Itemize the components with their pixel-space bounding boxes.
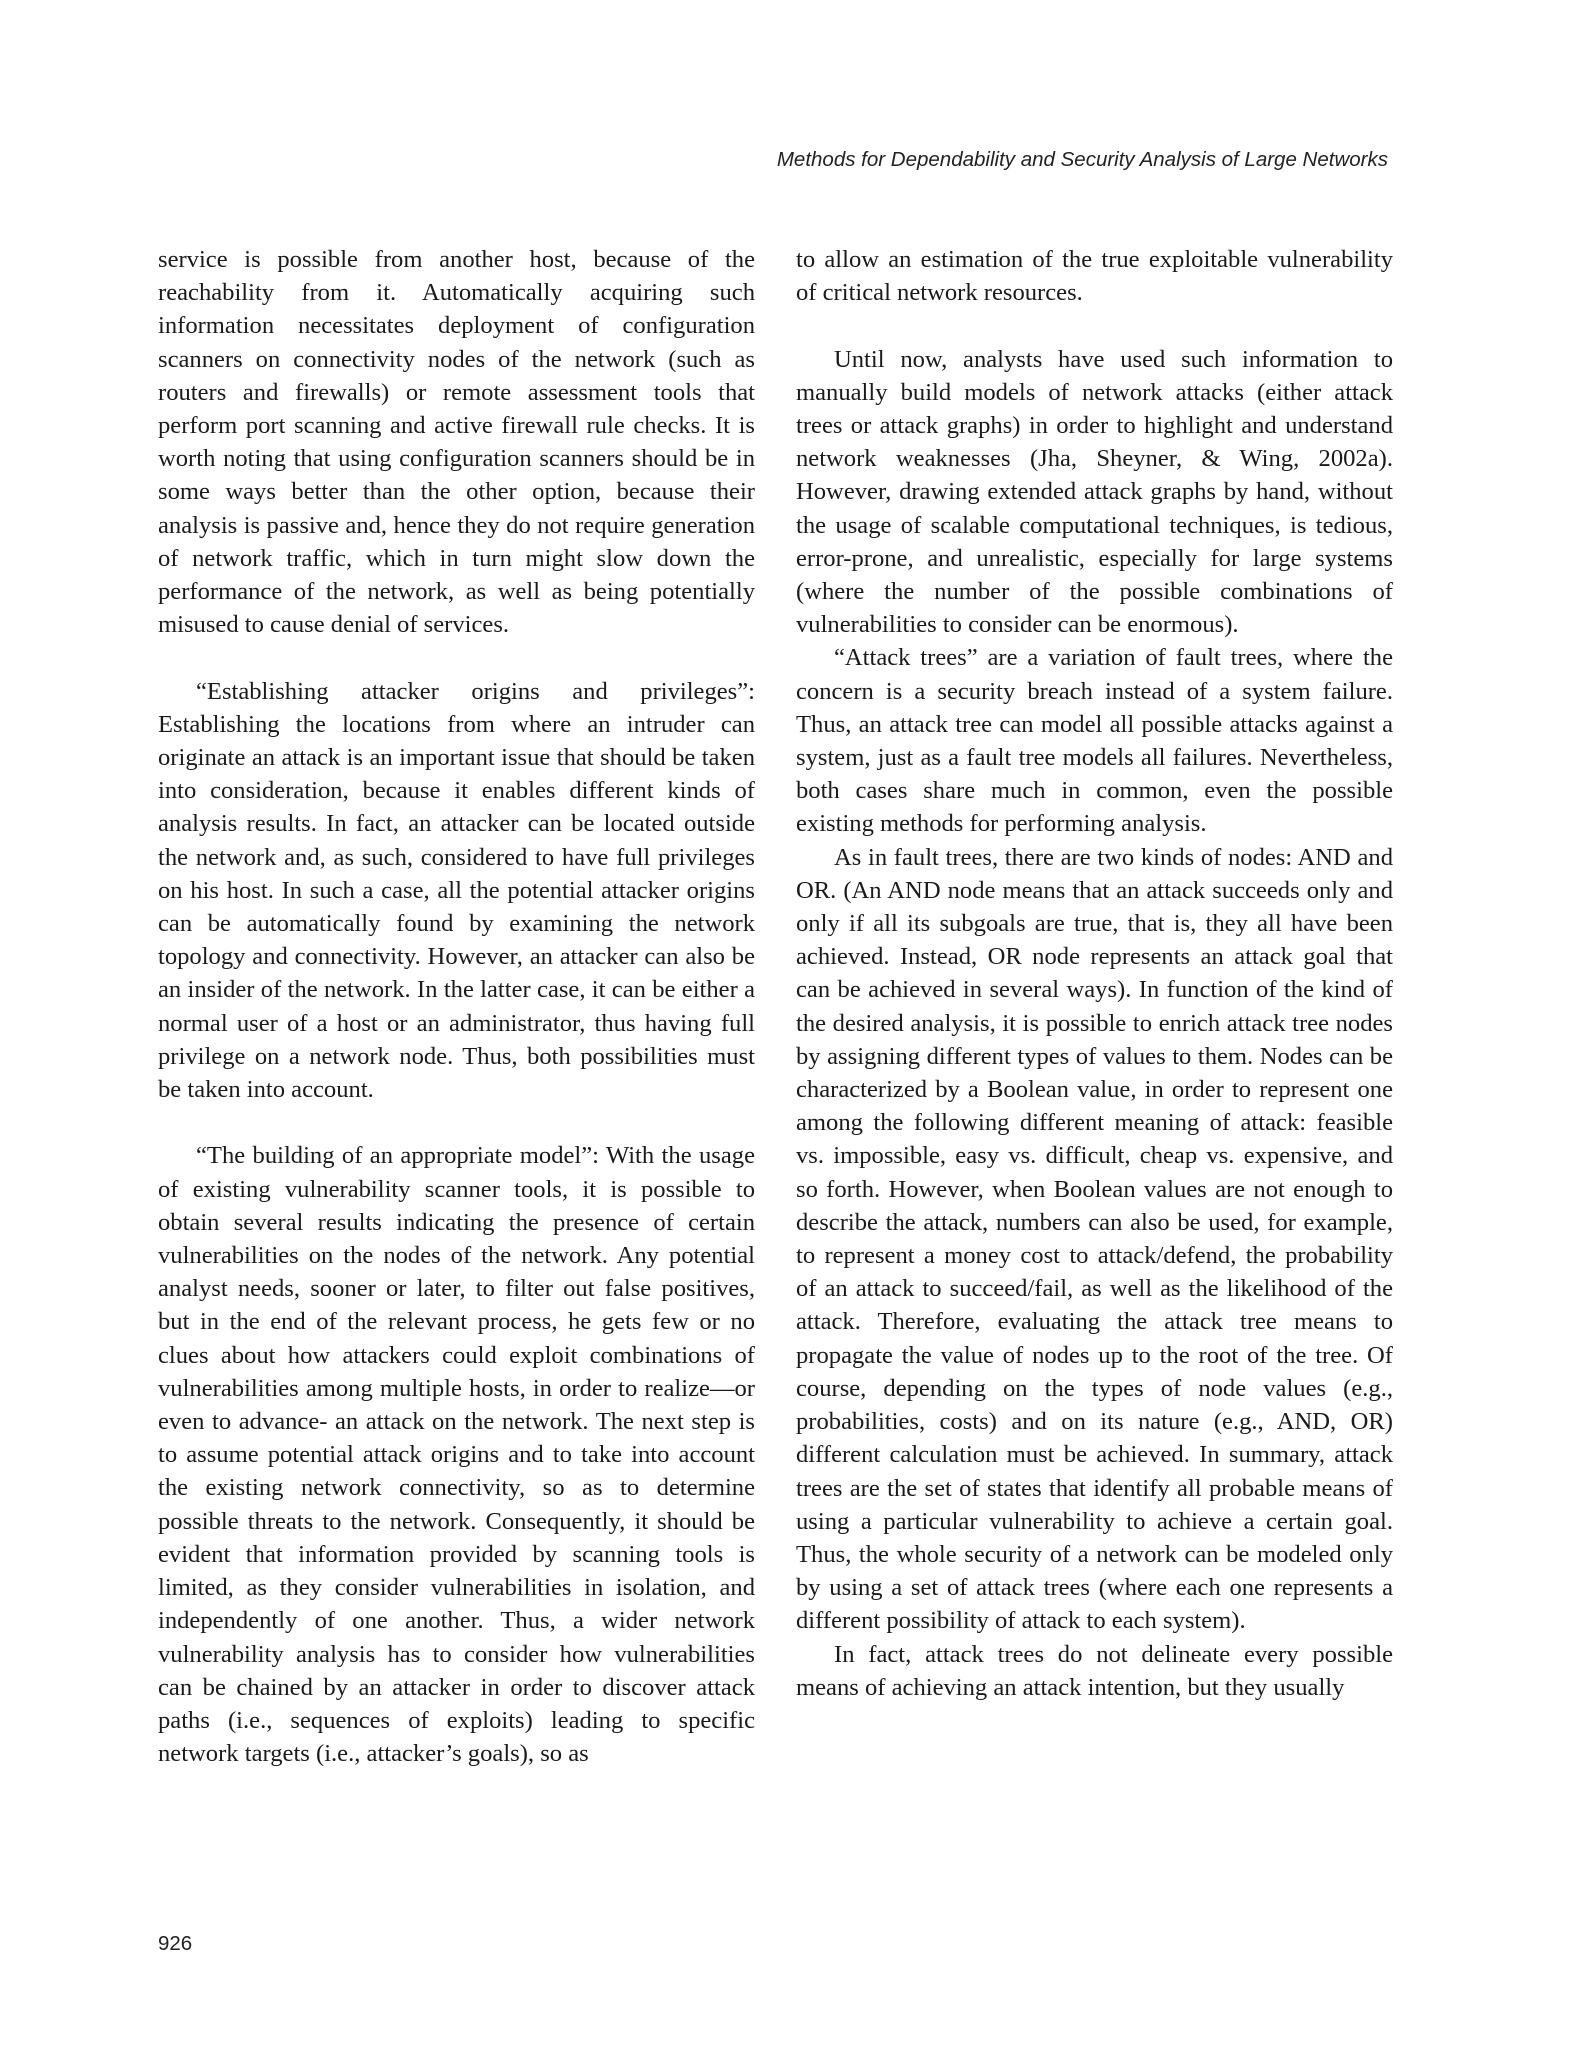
paragraph: to allow an estimation of the true exploitable vulnerability of critical network resources.: [796, 246, 1393, 307]
paragraph: In fact, attack trees do not delineate every possible means of achieving an attack intention, but they usually: [796, 1640, 1393, 1701]
running-head-title: Methods for Dependability and Security Analysis of Large Networks: [776, 148, 1388, 171]
paragraph: As in fault trees, there are two kinds of nodes: AND and OR. (An AND node means that an attack succeeds only and only if all its subgoals are true, that is, they all have been achieved. Instead, OR node represents an attack goal that can be achieved in several ways). In function of the kind of the desired analysis, it is possible to enrich attack tree nodes by assigning different types of values to them. Nodes can be characterized by a Boolean value, in order to represent one among the following different meaning of attack: feasible vs. impossible, easy vs. difficult, cheap vs. expensive, and so forth. However, when Boolean values are not enough to describe the attack, numbers can also be used, for example, to represent a money cost to attack/defend, the probability of an attack to succeed/fail, as well as the likelihood of the attack. Therefore, evaluating the attack tree means to propagate the value of nodes up to the root of the tree. Of course, depending on the types of node values (e.g., probabilities, costs) and on its nature (e.g., AND, OR) different calculation must be achieved. In summary, attack trees are the set of states that identify all probable means of using a particular vulnerability to achieve a certain goal. Thus, the whole security of a network can be modeled only by using a set of attack trees (where each one represents a different possibility of attack to each system).: [796, 843, 1393, 1635]
left-column: [158, 243, 755, 1770]
paragraph: service is possible from another host, because of the reachability from it. Automatically acquiring such information necessitates deployment of configuration scanners on connectivity nodes of the network (such as routers and firewalls) or remote assessment tools that perform port scanning and active firewall rule checks. It is worth noting that using configuration scanners should be in some ways better than the other option, because their analysis is passive and, hence they do not require generation of network traffic, which in turn might slow down the performance of the network, as well as being potentially misused to cause denial of services.: [158, 246, 755, 639]
page-number: 926: [158, 1932, 193, 1955]
paragraph: “Attack trees” are a variation of fault trees, where the concern is a security breach instead of a system failure. Thus, an attack tree can model all possible attacks against a system, just as a fault tree models all failures. Nevertheless, both cases share much in common, even the possible existing methods for performing analysis.: [796, 644, 1393, 838]
paragraph: “The building of an appropriate model”: With the usage of existing vulnerability scanner tools, it is possible to obtain several results indicating the presence of certain vulnerabilities on the nodes of the network. Any potential analyst needs, sooner or later, to filter out false positives, but in the end of the relevant process, he gets few or no clues about how attackers could exploit combinations of vulnerabilities among multiple hosts, in order to realize—or even to advance- an attack on the network. The next step is to assume potential attack origins and to take into account the existing network connectivity, so as to determine possible threats to the network. Consequently, it should be evident that information provided by scanning tools is limited, as they consider vulnerabilities in isolation, and independently of one another. Thus, a wider network vulnerability analysis has to consider how vulnerabilities can be chained by an attacker in order to discover attack paths (i.e., sequences of exploits) leading to specific network targets (i.e., attacker’s goals), so as: [158, 1142, 755, 1768]
right-column: [796, 243, 1393, 1704]
paragraph: “Establishing attacker origins and privileges”: Establishing the locations from where an intruder can originate an attack is an important issue that should be taken into consideration, because it enables different kinds of analysis results. In fact, an attacker can be located outside the network and, as such, considered to have full privileges on his host. In such a case, all the potential attacker origins can be automatically found by examining the network topology and connectivity. However, an attacker can also be an insider of the network. In the latter case, it can be either a normal user of a host or an administrator, thus having full privilege on a network node. Thus, both possibilities must be taken into account.: [158, 677, 755, 1104]
paragraph: Until now, analysts have used such information to manually build models of network attacks (either attack trees or attack graphs) in order to highlight and understand network weaknesses (Jha, Sheyner, & Wing, 2002a). However, drawing extended attack graphs by hand, without the usage of scalable computational techniques, is tedious, error-prone, and unrealistic, especially for large systems (where the number of the possible combinations of vulnerabilities to consider can be enormous).: [796, 345, 1393, 639]
